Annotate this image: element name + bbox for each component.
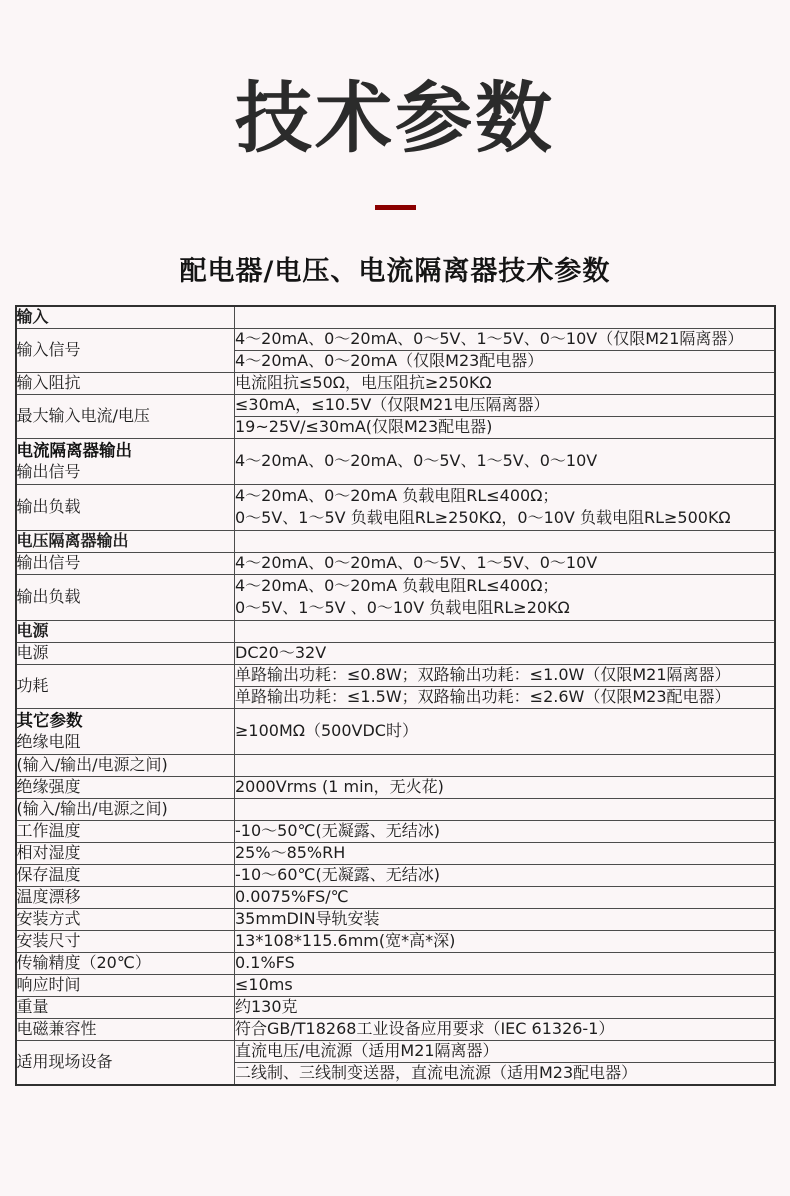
row-label: 电源 xyxy=(16,642,235,664)
row-value xyxy=(235,306,775,329)
row-value: 0.1%FS xyxy=(235,952,775,974)
row-label: (输入/输出/电源之间) xyxy=(16,754,235,776)
row-value-line: 4～20mA、0～20mA 负载电阻RL≤400Ω； xyxy=(235,486,559,506)
row-label: 适用现场设备 xyxy=(16,1040,235,1085)
row-value: 2000Vrms (1 min，无火花) xyxy=(235,776,775,798)
row-label xyxy=(16,438,235,484)
table-row xyxy=(16,642,775,664)
row-value: 4～20mA、0～20mA、0～5V、1～5V、0～10V（仅限M21隔离器） xyxy=(235,328,775,350)
row-value xyxy=(235,574,775,620)
row-label xyxy=(16,708,235,754)
title-accent-dash xyxy=(375,205,416,210)
row-value xyxy=(235,530,775,552)
row-value: 25%～85%RH xyxy=(235,842,775,864)
row-label: 安装尺寸 xyxy=(16,930,235,952)
table-row xyxy=(16,394,775,416)
row-label: 保存温度 xyxy=(16,864,235,886)
row-value: 符合GB/T18268工业设备应用要求（IEC 61326-1） xyxy=(235,1018,775,1040)
row-value: 4～20mA、0～20mA、0～5V、1～5V、0～10V xyxy=(235,552,775,574)
page-title: 技术参数 xyxy=(235,75,555,164)
row-label: 响应时间 xyxy=(16,974,235,996)
row-value xyxy=(235,620,775,642)
row-value: 19~25V/≤30mA(仅限M23配电器) xyxy=(235,416,775,438)
row-value: 直流电压/电流源（适用M21隔离器） xyxy=(235,1040,775,1062)
row-value xyxy=(235,798,775,820)
section-label: 其它参数 xyxy=(16,711,83,731)
row-value-line: 0～5V、1～5V 、0～10V 负载电阻RL≥20KΩ xyxy=(235,598,570,618)
table-row xyxy=(16,886,775,908)
row-label: 功耗 xyxy=(16,664,235,708)
row-value xyxy=(235,484,775,530)
row-label: 传输精度（20℃） xyxy=(16,952,235,974)
row-value: 约130克 xyxy=(235,996,775,1018)
table-row xyxy=(16,664,775,686)
row-label: 电磁兼容性 xyxy=(16,1018,235,1040)
spec-table xyxy=(15,305,776,1086)
section-row-label: 电压隔离器输出 xyxy=(16,530,235,552)
table-row xyxy=(16,776,775,798)
table-row xyxy=(16,530,775,552)
row-value: -10～60℃(无凝露、无结冰) xyxy=(235,864,775,886)
table-row xyxy=(16,328,775,350)
table-row xyxy=(16,842,775,864)
table-row xyxy=(16,484,775,530)
row-value: 13*108*115.6mm(宽*高*深) xyxy=(235,930,775,952)
row-value: ≤10ms xyxy=(235,974,775,996)
row-label: 工作温度 xyxy=(16,820,235,842)
row-value: 单路输出功耗：≤1.5W；双路输出功耗：≤2.6W（仅限M23配电器） xyxy=(235,686,775,708)
section-label: 电流隔离器输出 xyxy=(16,441,132,461)
table-row xyxy=(16,306,775,329)
row-value: 4～20mA、0～20mA（仅限M23配电器） xyxy=(235,350,775,372)
row-label: 输入信号 xyxy=(16,328,235,372)
row-label-text: 输出信号 xyxy=(16,462,81,482)
table-row xyxy=(16,1018,775,1040)
row-value xyxy=(235,754,775,776)
row-label: 安装方式 xyxy=(16,908,235,930)
table-row xyxy=(16,620,775,642)
table-row xyxy=(16,864,775,886)
row-value: 单路输出功耗：≤0.8W；双路输出功耗：≤1.0W（仅限M21隔离器） xyxy=(235,664,775,686)
row-label: 最大输入电流/电压 xyxy=(16,394,235,438)
row-value: 4～20mA、0～20mA、0～5V、1～5V、0～10V xyxy=(235,438,775,484)
table-row xyxy=(16,908,775,930)
row-value: ≤30mA，≤10.5V（仅限M21电压隔离器） xyxy=(235,394,775,416)
row-value: -10～50℃(无凝露、无结冰) xyxy=(235,820,775,842)
table-row xyxy=(16,820,775,842)
row-value: 0.0075%FS/℃ xyxy=(235,886,775,908)
table-row xyxy=(16,754,775,776)
row-label: (输入/输出/电源之间) xyxy=(16,798,235,820)
table-row xyxy=(16,708,775,754)
table-row xyxy=(16,952,775,974)
section-row-label: 输入 xyxy=(16,306,235,329)
row-value: 电流阻抗≤50Ω，电压阻抗≥250KΩ xyxy=(235,372,775,394)
row-label-text: 绝缘电阻 xyxy=(16,732,81,752)
row-value: ≥100MΩ（500VDC时） xyxy=(235,708,775,754)
row-label: 输出负载 xyxy=(16,484,235,530)
table-row xyxy=(16,930,775,952)
table-row xyxy=(16,996,775,1018)
table-row xyxy=(16,552,775,574)
section-row-label: 电源 xyxy=(16,620,235,642)
row-label: 相对湿度 xyxy=(16,842,235,864)
row-label: 输出信号 xyxy=(16,552,235,574)
row-value-line: 4～20mA、0～20mA 负载电阻RL≤400Ω； xyxy=(235,576,559,596)
table-row xyxy=(16,438,775,484)
table-row xyxy=(16,372,775,394)
row-label: 温度漂移 xyxy=(16,886,235,908)
table-title: 配电器/电压、电流隔离器技术参数 xyxy=(179,255,611,287)
row-value: DC20～32V xyxy=(235,642,775,664)
row-value: 二线制、三线制变送器，直流电流源（适用M23配电器） xyxy=(235,1062,775,1085)
row-value: 35mmDIN导轨安装 xyxy=(235,908,775,930)
row-value-line: 0～5V、1～5V 负载电阻RL≥250KΩ，0～10V 负载电阻RL≥500KΩ xyxy=(235,508,731,528)
table-row xyxy=(16,798,775,820)
row-label: 重量 xyxy=(16,996,235,1018)
row-label: 输出负载 xyxy=(16,574,235,620)
table-row xyxy=(16,574,775,620)
table-row xyxy=(16,1040,775,1062)
row-label: 绝缘强度 xyxy=(16,776,235,798)
row-label: 输入阻抗 xyxy=(16,372,235,394)
table-row xyxy=(16,974,775,996)
